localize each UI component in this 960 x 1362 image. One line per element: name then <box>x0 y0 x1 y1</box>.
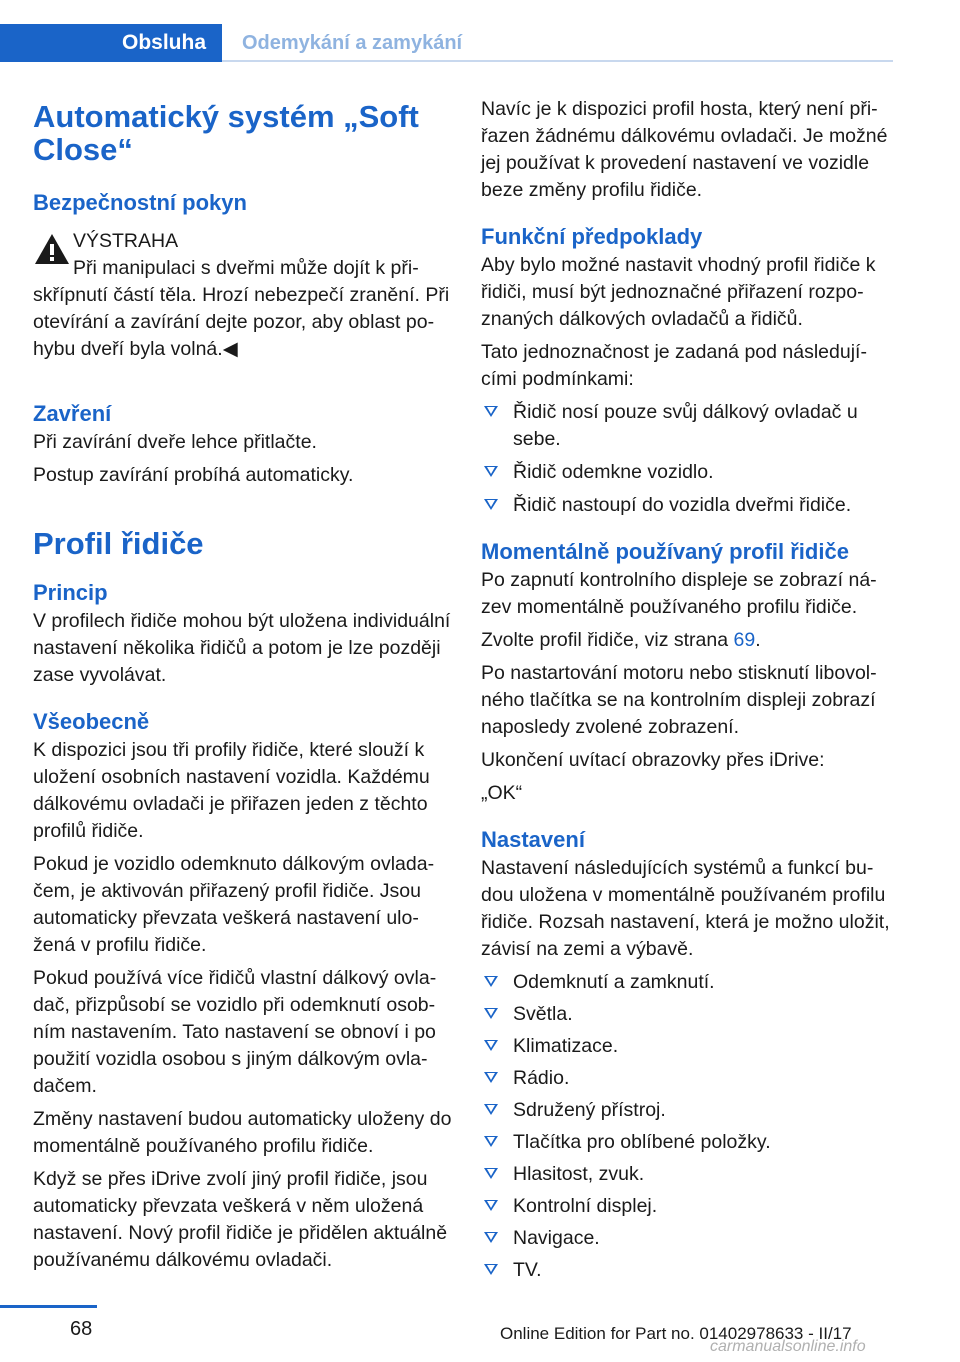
list-item-text: Sdružený přístroj. <box>513 1099 666 1121</box>
settings-list <box>481 969 893 1284</box>
list-item <box>481 969 893 996</box>
site-watermark: carmanualsonline.info <box>710 1338 866 1355</box>
triangle-bullet-icon <box>484 1232 498 1243</box>
current-paragraph-1: Po zapnutí kontrolního displeje se zobrazí název momentálně používaného profilu řidiče. <box>481 569 877 618</box>
section-tab-obsluha: Obsluha <box>0 24 222 62</box>
guest-profile-text: Navíc je k dispozici profil hosta, který není přiřazen žádnému dálkovému ovladači. Je možné jej používat k provedení nastavení ve vozidle beze změny profilu řidiče. <box>481 98 888 201</box>
list-item-text: Světla. <box>513 1003 573 1025</box>
list-item-text: Řidič nosí pouze svůj dálkový ovladač u sebe. <box>513 401 858 450</box>
general-paragraph-3: Pokud používá více řidičů vlastní dálkový ovladač, přizpůsobí se vozidlo při odemknutí osobním nastavením. Tato nastavení se obnoví i po použití vozidla osobou s jiným dálkovým ovladačem. <box>33 967 437 1097</box>
list-item <box>481 1193 893 1220</box>
list-item <box>481 1001 893 1028</box>
page-number: 68 <box>70 1318 93 1340</box>
triangle-bullet-icon <box>484 499 498 510</box>
list-item-text: Tlačítka pro oblíbené položky. <box>513 1131 771 1153</box>
current-paragraph-2 <box>481 627 893 654</box>
current-profile-heading: Momentálně používaný profil řidiče <box>481 539 849 564</box>
right-column <box>481 96 893 1284</box>
triangle-bullet-icon <box>484 406 498 417</box>
edition-text: Online Edition for Part no. 01402978633 - II/17 <box>500 1324 852 1343</box>
list-item <box>481 1033 893 1060</box>
settings-heading: Nastavení <box>481 827 585 852</box>
requirements-paragraph-2: Tato jednoznačnost je zadaná pod následujícími podmínkami: <box>481 341 867 390</box>
principle-text: V profilech řidiče mohou být uložena individuální nastavení několika řidičů a potom je lze později zase vyvolávat. <box>33 610 451 686</box>
page-reference-link[interactable]: 69 <box>733 629 756 651</box>
triangle-bullet-icon <box>484 466 498 477</box>
settings-paragraph-1: Nastavení následujících systémů a funkcí budou uložena v momentálně používaném profilu řidiče. Rozsah nastavení, která je možno uložit, závisí na zemi a výbavě. <box>481 857 890 960</box>
closing-paragraph-1: Při zavírání dveře lehce přitlačte. <box>33 431 317 453</box>
triangle-bullet-icon <box>484 976 498 987</box>
triangle-bullet-icon <box>484 1264 498 1275</box>
list-item <box>481 1129 893 1156</box>
general-paragraph-2: Pokud je vozidlo odemknuto dálkovým ovladačem, je aktivován přiřazený profil řidiče. Jsou automaticky převzata veškerá nastavení uložená v profilu řidiče. <box>33 853 435 956</box>
header-divider <box>222 60 893 62</box>
list-item-text: Hlasitost, zvuk. <box>513 1163 645 1185</box>
list-item-text: Odemknutí a zamknutí. <box>513 971 715 993</box>
list-item-text: Rádio. <box>513 1067 570 1089</box>
warning-triangle-icon <box>33 232 71 266</box>
list-item <box>481 1225 893 1252</box>
page-header <box>0 24 893 62</box>
triangle-bullet-icon <box>484 1040 498 1051</box>
left-column <box>33 100 453 1274</box>
triangle-bullet-icon <box>484 1072 498 1083</box>
list-item-text: Řidič odemkne vozidlo. <box>513 461 714 483</box>
list-item <box>481 459 893 486</box>
list-item <box>481 1065 893 1092</box>
cross-reference-end: . <box>755 629 761 651</box>
warning-title: VÝSTRAHA <box>73 230 179 252</box>
list-item <box>481 1257 893 1284</box>
requirements-heading: Funkční předpoklady <box>481 224 703 249</box>
list-item <box>481 1097 893 1124</box>
warning-text: Při manipulaci s dveřmi může dojít k přiskřípnutí částí těla. Hrozí nebezpečí zranění. Při otevírání a zavírání dejte pozor, aby oblast pohybu dveří byla volná.◀ <box>33 257 450 360</box>
list-item-text: Kontrolní displej. <box>513 1195 658 1217</box>
triangle-bullet-icon <box>484 1200 498 1211</box>
profile-title: Profil řidiče <box>33 526 204 561</box>
closing-heading: Zavření <box>33 401 112 426</box>
requirements-list <box>481 399 893 519</box>
current-paragraph-5: „OK“ <box>481 782 523 804</box>
current-paragraph-4: Ukončení uvítací obrazovky přes iDrive: <box>481 749 825 771</box>
warning-block <box>33 228 453 255</box>
list-item <box>481 399 893 453</box>
general-paragraph-4: Změny nastavení budou automaticky uloženy do momentálně používaného profilu řidiče. <box>33 1108 452 1157</box>
list-item-text: TV. <box>513 1259 542 1281</box>
triangle-bullet-icon <box>484 1104 498 1115</box>
cross-reference-text: Zvolte profil řidiče, viz strana <box>481 629 734 651</box>
principle-heading: Princip <box>33 580 108 605</box>
triangle-bullet-icon <box>484 1168 498 1179</box>
closing-paragraph-2: Postup zavírání probíhá automaticky. <box>33 464 354 486</box>
list-item-text: Řidič nastoupí do vozidla dveřmi řidiče. <box>513 494 852 516</box>
general-paragraph-5: Když se přes iDrive zvolí jiný profil řidiče, jsou automaticky převzata veškerá v něm uložená nastavení. Nový profil řidiče je přidělen aktuálně používanému dálkovému ovladači. <box>33 1168 448 1271</box>
requirements-paragraph-1: Aby bylo možné nastavit vhodný profil řidiče k řidiči, musí být jednoznačné přiřazení rozpoznaných dálkových ovladačů a řidičů. <box>481 254 876 330</box>
triangle-bullet-icon <box>484 1136 498 1147</box>
safety-heading: Bezpečnostní pokyn <box>33 190 247 215</box>
soft-close-title: Automatický systém „Soft Close“ <box>33 99 419 167</box>
general-paragraph-1: K dispozici jsou tři profily řidiče, které slouží k uložení osobních nastavení vozidla. Každému dálkovému ovladači je přiřazen jeden z těchto profilů řidiče. <box>33 739 430 842</box>
general-heading: Všeobecně <box>33 709 150 734</box>
footer-divider <box>0 1305 97 1308</box>
triangle-bullet-icon <box>484 1008 498 1019</box>
list-item <box>481 1161 893 1188</box>
list-item-text: Navigace. <box>513 1227 600 1249</box>
list-item <box>481 492 893 519</box>
section-tab-odemykani: Odemykání a zamykání <box>242 31 463 54</box>
list-item-text: Klimatizace. <box>513 1035 619 1057</box>
current-paragraph-3: Po nastartování motoru nebo stisknutí libovolného tlačítka se na kontrolním displeji zobrazí naposledy zvolené zobrazení. <box>481 662 877 738</box>
